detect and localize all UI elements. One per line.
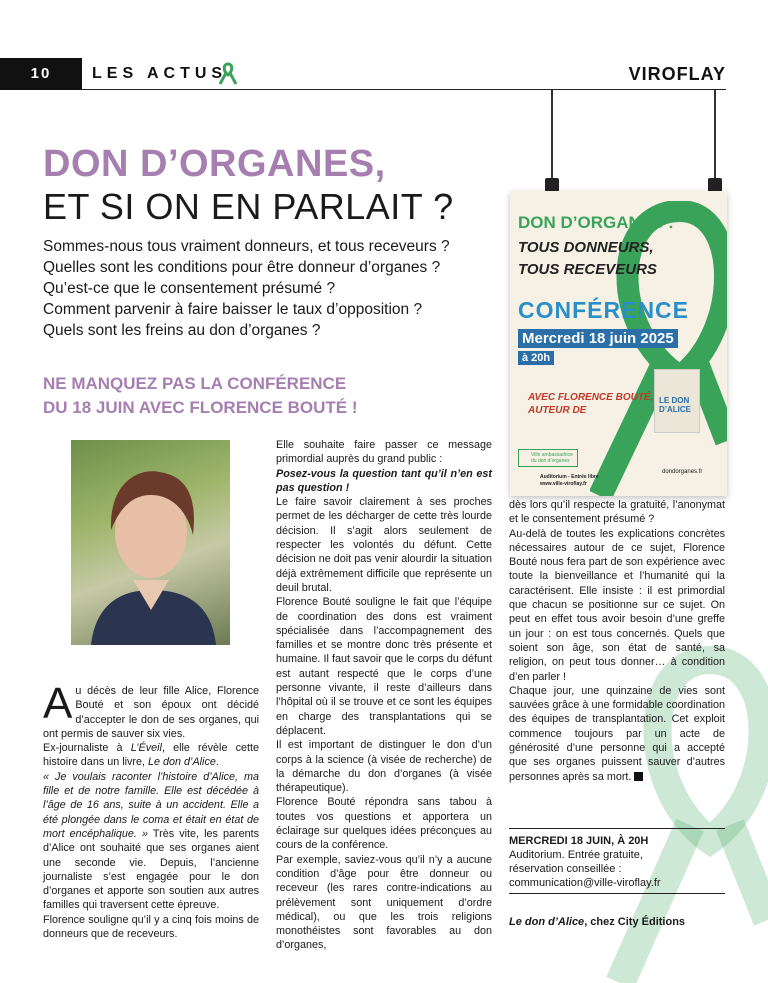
paragraph: Très vite, les parents d’Alice ont souhaité que ses organes aient une seconde vie. Depuis, l’ancienne journaliste s’est engagée pour le don d’organes et apporte son soutien aux autres familles qui traversent cette épreuve.	[43, 827, 259, 912]
poster-time: à 20h	[518, 351, 554, 365]
question: Quels sont les freins au don d’organes ?	[43, 322, 321, 339]
poster-date: Mercredi 18 juin 2025	[518, 329, 678, 348]
paragraph: u décès de leur fille Alice, Florence Bouté et son époux ont décidé d’accepter le don de ses organes, qui ont permis de sauver six vies.	[43, 685, 259, 740]
info-rule-top	[509, 828, 725, 829]
ribbon-icon	[216, 62, 240, 86]
hanging-wire	[714, 90, 716, 182]
event-email: communication@ville-viroflay.fr	[509, 877, 661, 889]
paragraph: dès lors qu’il respecte la gratuité, l’anonymat et le consentement présumé ?	[509, 499, 725, 526]
poster-location-line: www.ville-viroflay.fr	[540, 481, 587, 487]
text-run: .	[215, 756, 219, 769]
book-credit	[509, 916, 685, 928]
event-reservation: réservation conseillée :	[509, 863, 622, 875]
event-info	[509, 834, 725, 890]
event-date: MERCREDI 18 JUIN, À 20H	[509, 835, 649, 847]
ambassador-badge: Ville ambassadrice du don d’organes	[518, 449, 578, 467]
poster-subtitle-1: TOUS DONNEURS,	[518, 239, 654, 256]
author-photo	[71, 440, 230, 645]
drop-cap: A	[43, 679, 73, 728]
subheading-line-1: NE MANQUEZ PAS LA CONFÉRENCE	[43, 374, 347, 393]
book-cover-title: LE DON D’ALICE	[659, 396, 691, 414]
paragraph: Chaque jour, une quinzaine de vies sont sauvées grâce à une formidable coordination des équipes de transplantation. Cet exploit commence toujours par un acte de générosité d’une personne qui a accepté que ses organes puissent sauver d’autres personnes après sa mort.	[509, 684, 725, 783]
header-rule	[82, 89, 726, 90]
subheading	[43, 372, 358, 420]
poster-location	[540, 474, 599, 488]
book-title: Le don d’Alice	[509, 916, 585, 928]
poster-conference: CONFÉRENCE	[518, 297, 690, 323]
headline-line-2: ET SI ON EN PARLAIT ?	[43, 186, 454, 227]
key-message: Posez-vous la question tant qu’il n’en est pas question !	[276, 467, 492, 494]
poster-subtitle-2: TOUS RECEVEURS	[518, 261, 657, 278]
question: Comment parvenir à faire baisser le taux d’opposition ?	[43, 301, 423, 318]
brand-logo: VIROFLAY	[628, 64, 726, 84]
publisher: , chez City Éditions	[584, 916, 686, 928]
portrait-illustration	[71, 440, 230, 645]
page-number: 10	[0, 58, 82, 90]
paragraph: Par exemple, saviez-vous qu’il n’y a aucune condition d’âge pour être donneur ou receveur (les rares contre-indications au prélèvement sont uniquement d’ordre médical), ou que les trois religions monothéistes sont favorables au don d’organes,	[276, 853, 492, 952]
question: Sommes-nous tous vraiment donneurs, et tous receveurs ?	[43, 238, 450, 255]
paragraph: Florence Bouté répondra sans tabou à toutes vos questions et apportera un éclairage sur quelques idées préconçues au cours de la conférence.	[276, 796, 492, 852]
poster-title: DON D’ORGANES :	[518, 213, 674, 232]
book-cover	[654, 369, 700, 433]
text-run: Ex-journaliste à	[43, 742, 131, 755]
poster-location-line: Auditorium - Entrée libre	[540, 474, 599, 480]
text-run: L’Éveil	[130, 742, 162, 755]
poster-author-line: AUTEUR DE	[528, 405, 587, 416]
poster-website: dondorganes.fr	[662, 469, 703, 475]
paragraph: Le faire savoir clairement à ses proches permet de les décharger de cette très lourde décision. Il s’agit alors seulement de respecter les volontés du défunt. Cette décision ne doit pas venir alourdir la situation déjà extrêmement difficile que représente un deuil brutal.	[276, 496, 492, 594]
poster-author	[528, 391, 653, 417]
article-column-1	[43, 679, 259, 941]
question: Qu’est-ce que le consentement présumé ?	[43, 280, 336, 297]
intro-questions	[43, 236, 513, 341]
paragraph: Elle souhaite faire passer ce message primordial auprès du grand public :	[276, 439, 492, 466]
event-location: Auditorium. Entrée gratuite,	[509, 849, 643, 861]
end-mark-icon	[634, 772, 643, 781]
headline-line-1: DON D’ORGANES,	[43, 143, 386, 185]
article-column-2	[276, 438, 492, 953]
section-title: LES ACTUS	[92, 65, 228, 82]
text-run: , elle révèle cette histoire dans un livre,	[43, 742, 259, 769]
conference-poster	[510, 191, 727, 496]
article-column-3	[509, 498, 725, 784]
poster-author-line: AVEC FLORENCE BOUTÉ,	[528, 392, 654, 403]
paragraph: Florence souligne qu’il y a cinq fois moins de donneurs que de receveurs.	[43, 913, 259, 941]
question: Quelles sont les conditions pour être donneur d’organes ?	[43, 259, 441, 276]
page-header	[0, 58, 768, 90]
hanging-wire	[551, 90, 553, 182]
quote: « Je voulais raconter l’histoire d’Alice, ma fille et de notre famille. Elle est décédée à l’âge de 16 ans, suite à un accident. Elle a été plongée dans le coma et était en état de mort encéphalique. »	[43, 770, 259, 840]
text-run: Le don d’Alice	[148, 756, 216, 769]
subheading-line-2: DU 18 JUIN AVEC FLORENCE BOUTÉ !	[43, 398, 358, 417]
info-rule-bottom	[509, 893, 725, 894]
paragraph: Au-delà de toutes les explications concrètes nécessaires autour de ce sujet, Florence Bouté nous fera part de son expérience avec toute la bienveillance et l’humanité qui la caractérisent. Elle insiste : il est primordial que chacun se positionne sur ce sujet. On peut en effet tous avoir besoin d’une greffe un jour : on est tous concernés. Quels que soient son âge, son état de santé, sa religion, on peut tous donner… à condition d’en parler !	[509, 527, 725, 683]
paragraph: Il est important de distinguer le don d’un corps à la science (à visée de recherche) de la démarche du don d’organes (à visée thérapeutique).	[276, 739, 492, 795]
paragraph: Florence Bouté souligne le fait que l’équipe de coordination des dons est vraiment spécialisée dans l’accompagnement des familles et se montre donc très présente et humaine. Il faut savoir que le corps du défunt est autant respecté que le corps d’une personne vivante, il reste d’ailleurs dans l’hôpital où il se trouve et ce sont les équipes en charge des transplantations qui se déplacent.	[276, 596, 492, 737]
